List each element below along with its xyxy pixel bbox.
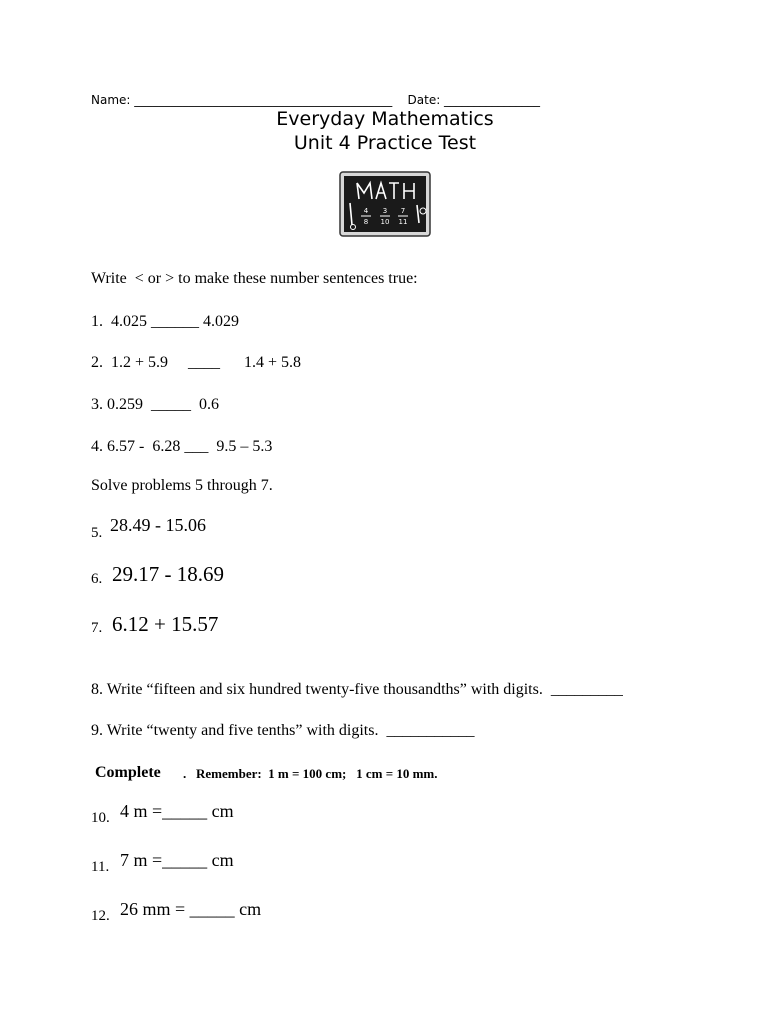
problem-3: 3. 0.259 _____ 0.6 [91, 396, 219, 413]
svg-text:11: 11 [398, 218, 408, 226]
problem-4: 4. 6.57 - 6.28 ___ 9.5 – 5.3 [91, 438, 273, 455]
problem-5-expression: 28.49 - 15.06 [110, 515, 206, 535]
page-title: Everyday Mathematics [276, 108, 494, 130]
section2-instruction: Solve problems 5 through 7. [91, 477, 273, 494]
page-subtitle: Unit 4 Practice Test [293, 132, 477, 154]
problem-6-expression: 29.17 - 18.69 [112, 562, 224, 586]
svg-text:8: 8 [363, 218, 369, 226]
problem-7-expression: 6.12 + 15.57 [112, 612, 219, 636]
problem-11-expression: 7 m =_____ cm [120, 850, 234, 870]
problem-9: 9. Write “twenty and five tenths” with digits. ___________ [91, 722, 475, 739]
problem-7-number: 7. [91, 620, 103, 636]
problem-5-number: 5. [91, 525, 103, 541]
section1-instruction: Write < or > to make these number sentences true: [91, 270, 418, 287]
problem-11-number: 11. [91, 859, 110, 875]
problem-8: 8. Write “fifteen and six hundred twenty-five thousandths” with digits. _________ [91, 681, 623, 698]
problem-10-expression: 4 m =_____ cm [120, 801, 234, 821]
problem-6-number: 6. [91, 571, 103, 587]
complete-label: Complete [95, 764, 161, 781]
problem-2: 2. 1.2 + 5.9 ____ 1.4 + 5.8 [91, 354, 302, 371]
problem-12-number: 12. [91, 908, 110, 924]
remember-note: . Remember: 1 m = 100 cm; 1 cm = 10 mm. [183, 766, 438, 781]
problem-10-number: 10. [91, 810, 110, 826]
math-chalkboard-icon [339, 171, 431, 237]
problem-1: 1. 4.025 ______ 4.029 [91, 313, 239, 330]
problem-12-expression: 26 mm = _____ cm [120, 899, 262, 919]
svg-text:3: 3 [382, 207, 388, 215]
svg-text:10: 10 [380, 218, 390, 226]
name-date-line: Name: ___________________________________________ Date: ________________ [91, 93, 541, 107]
svg-text:7: 7 [400, 207, 406, 215]
svg-text:4: 4 [363, 207, 369, 215]
